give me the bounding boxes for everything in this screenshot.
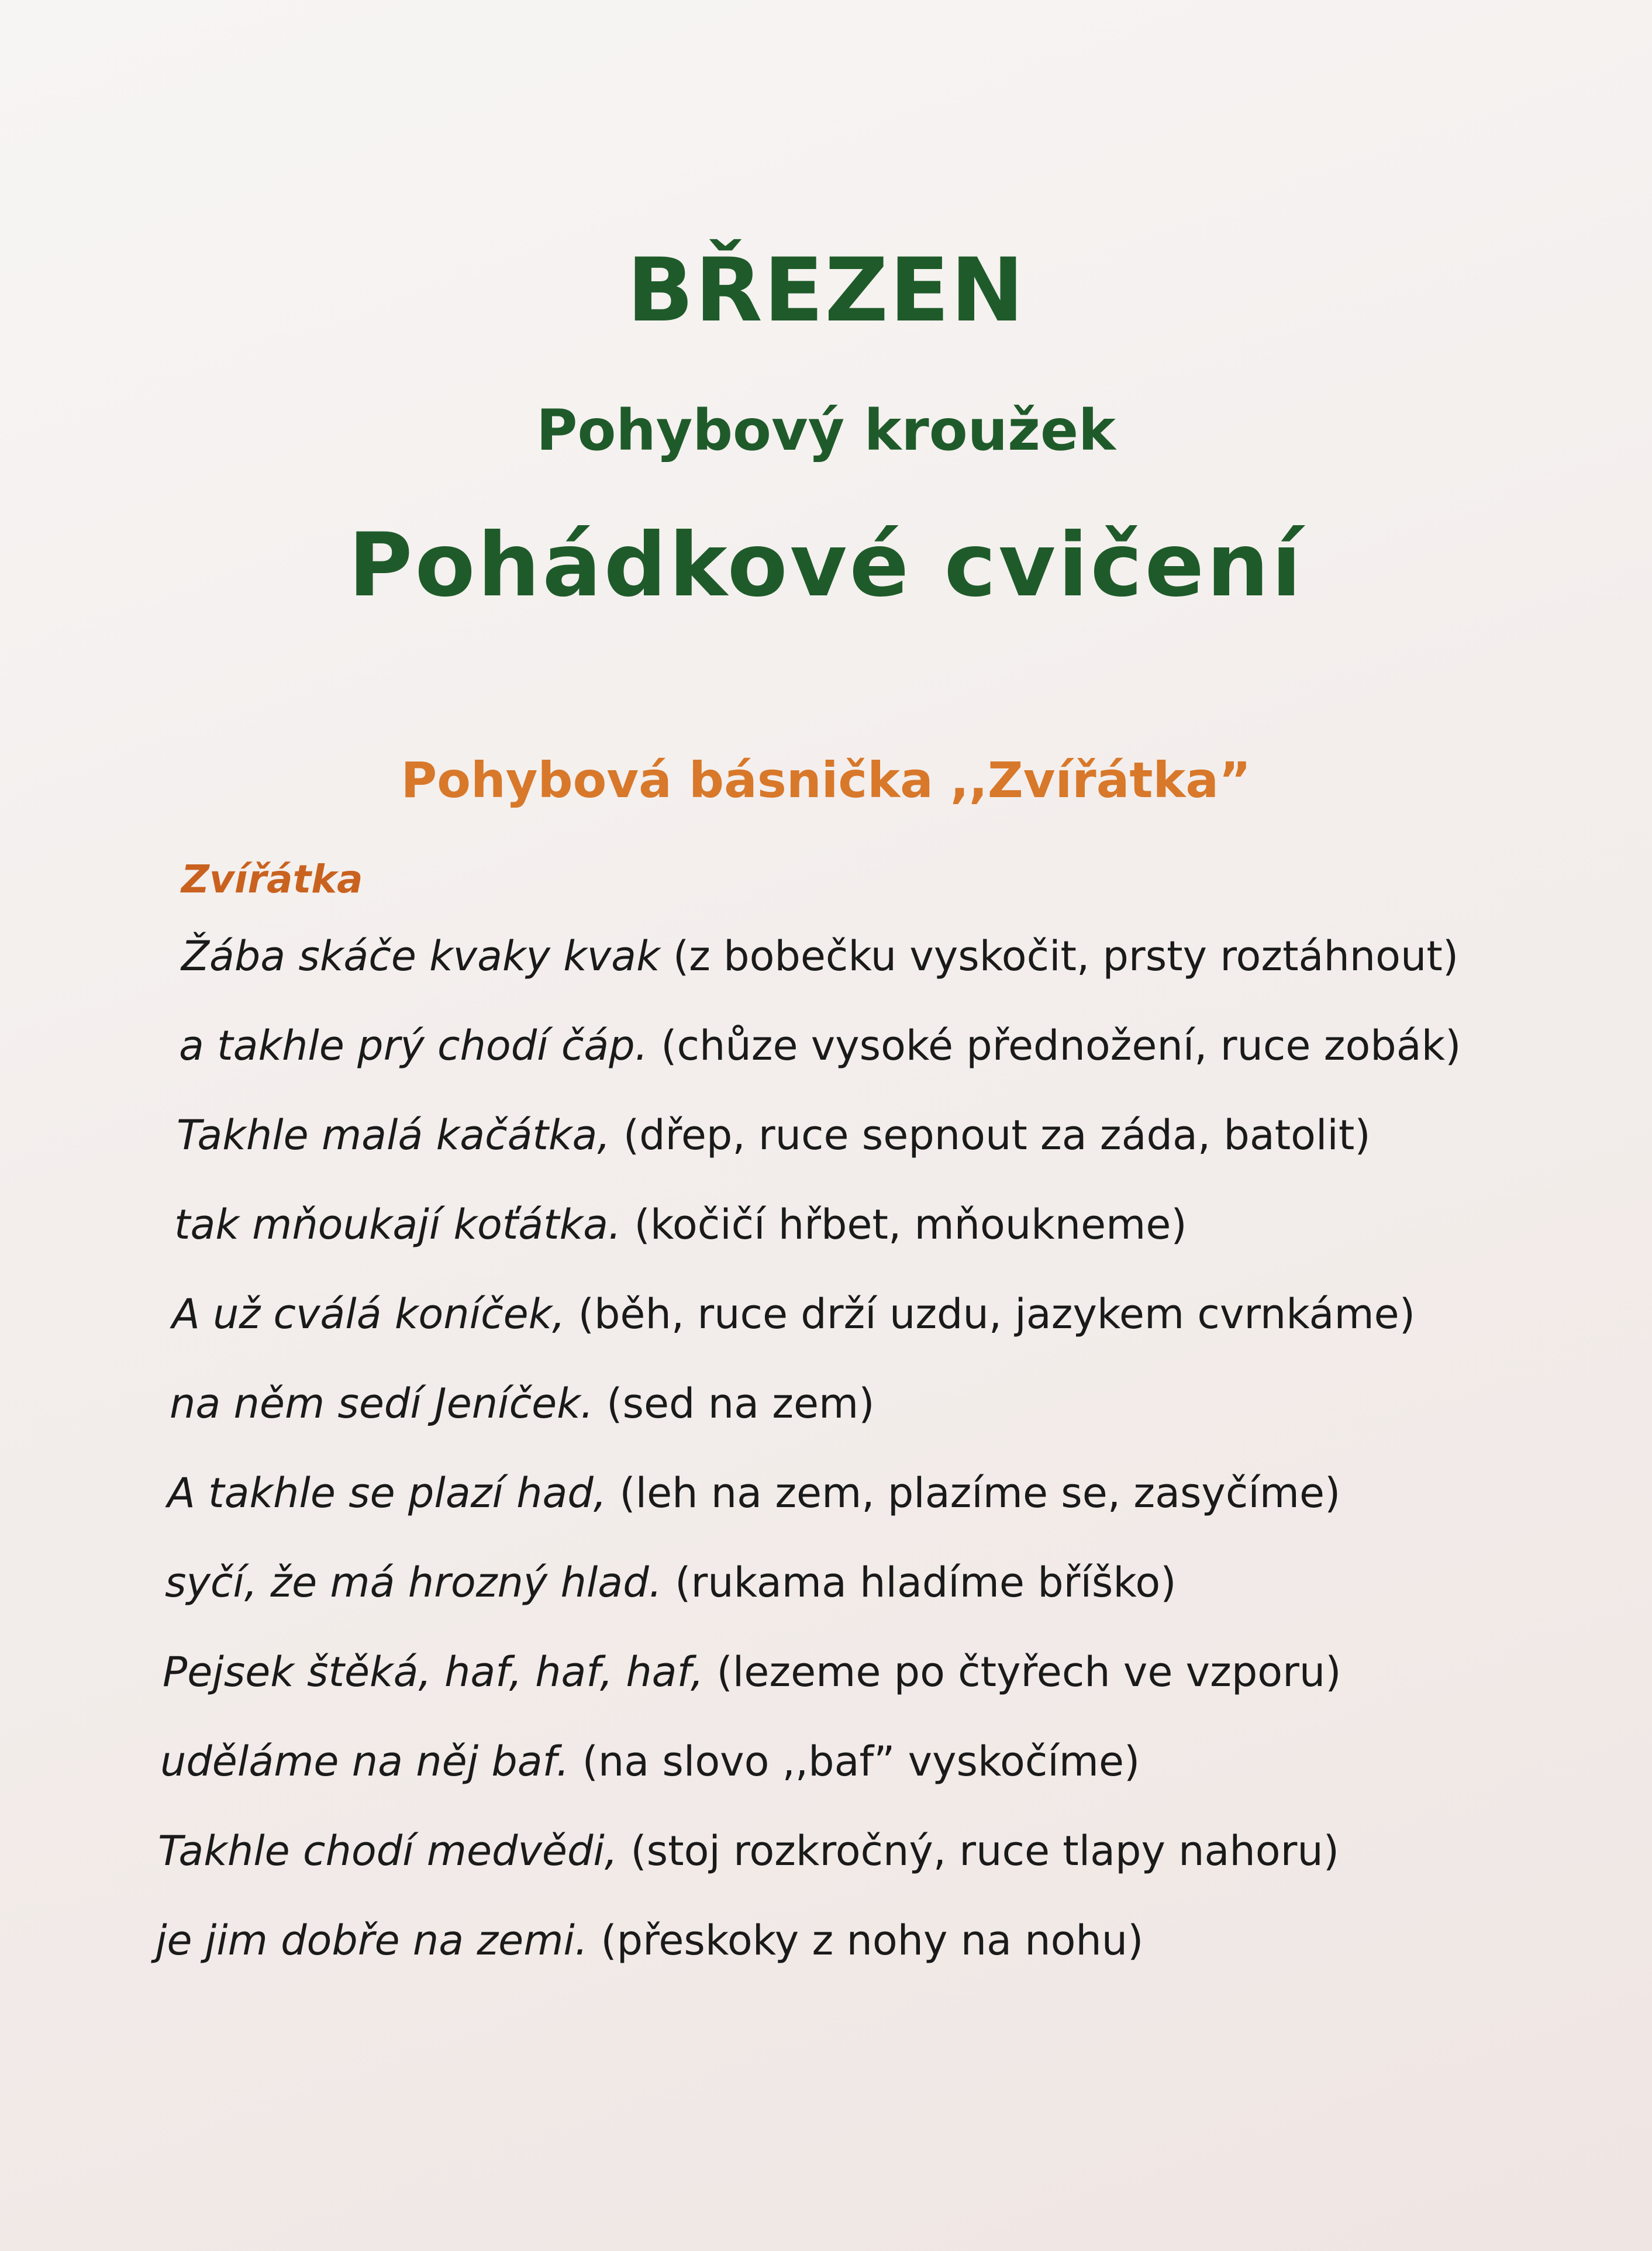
verse-line: [174, 1201, 1187, 1249]
verse-instruction: (rukama hladíme bříško): [661, 1559, 1177, 1607]
verse-text: je jim dobře na zemi.: [156, 1916, 588, 1964]
verse-line: [156, 1916, 1144, 1964]
verse-text: Žába skáče kvaky kvak: [181, 932, 660, 980]
verse-instruction: (kočičí hřbet, mňoukneme): [621, 1201, 1187, 1249]
topic-title: Pohádkové cvičení: [348, 515, 1304, 616]
verse-line: [170, 1380, 875, 1428]
verse-line: [181, 932, 1459, 980]
verse-line: [177, 1111, 1371, 1159]
verse-text: Takhle malá kačátka,: [177, 1111, 611, 1159]
verse-instruction: (sed na zem): [593, 1380, 875, 1428]
verse-line: [165, 1559, 1177, 1607]
verse-line: [158, 1827, 1340, 1875]
verse-instruction: (dřep, ruce sepnout za záda, batolit): [610, 1111, 1371, 1159]
verse-instruction: (stoj rozkročný, ruce tlapy nahoru): [618, 1827, 1340, 1875]
verse-text: uděláme na něj baf.: [160, 1738, 570, 1785]
verse-text: tak mňoukají koťátka.: [174, 1201, 622, 1249]
verse-line: [163, 1648, 1341, 1696]
verse-instruction: (z bobečku vyskočit, prsty roztáhnout): [660, 932, 1459, 980]
club-subtitle: Pohybový kroužek: [536, 398, 1116, 463]
section-heading: Pohybová básnička ,,Zvířátka”: [401, 752, 1251, 809]
verse-text: a takhle prý chodí čáp.: [179, 1022, 648, 1070]
verse-instruction: (lezeme po čtyřech ve vzporu): [703, 1648, 1341, 1696]
month-title: BŘEZEN: [626, 240, 1026, 342]
verse-text: A už cválá koníček,: [172, 1290, 565, 1338]
verse-line: [172, 1290, 1416, 1338]
verse-line: [179, 1022, 1461, 1070]
verse-text: Pejsek štěká, haf, haf, haf,: [163, 1648, 704, 1696]
verse-instruction: (na slovo ,,baf” vyskočíme): [569, 1738, 1140, 1785]
verse-instruction: (leh na zem, plazíme se, zasyčíme): [606, 1469, 1341, 1517]
verse-text: A takhle se plazí had,: [167, 1469, 607, 1517]
poem-title: Zvířátka: [181, 857, 363, 902]
verse-text: Takhle chodí medvědi,: [158, 1827, 618, 1875]
verse-instruction: (chůze vysoké přednožení, ruce zobák): [647, 1022, 1461, 1070]
verse-text: na něm sedí Jeníček.: [170, 1380, 594, 1428]
verse-line: [160, 1738, 1140, 1785]
verse-instruction: (přeskoky z nohy na nohu): [588, 1916, 1144, 1964]
verse-instruction: (běh, ruce drží uzdu, jazykem cvrnkáme): [565, 1290, 1416, 1338]
verse-line: [167, 1469, 1341, 1517]
verse-text: syčí, že má hrozný hlad.: [165, 1559, 662, 1607]
